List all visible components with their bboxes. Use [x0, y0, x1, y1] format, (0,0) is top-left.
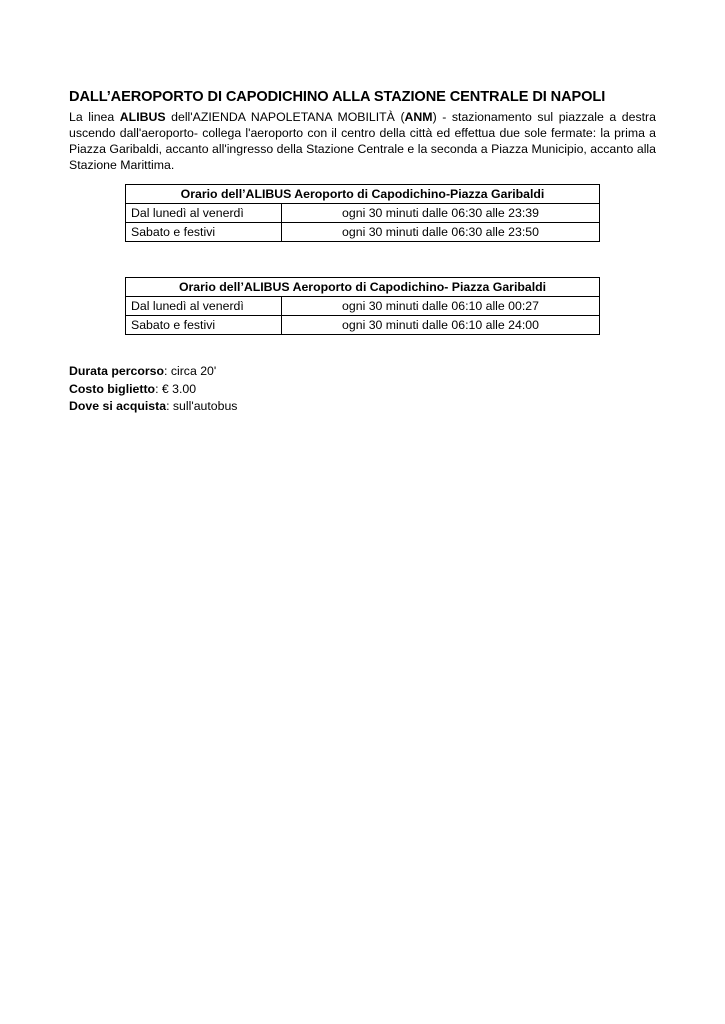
- timetable-2: [125, 277, 600, 335]
- cost-label: Costo biglietto: [69, 381, 156, 396]
- timetable-header-row: [126, 185, 600, 204]
- day-cell: Sabato e festivi: [126, 316, 282, 335]
- intro-text-2: dell'AZIENDA NAPOLETANA MOBILITÀ (: [165, 110, 405, 124]
- timetable-1: [125, 184, 600, 242]
- purchase-line: [69, 398, 237, 416]
- page-title: DALL’AEROPORTO DI CAPODICHINO ALLA STAZIONE CENTRALE DI NAPOLI: [69, 89, 606, 105]
- table-row: [126, 297, 600, 316]
- table-row: [126, 223, 600, 242]
- schedule-cell: ogni 30 minuti dalle 06:10 alle 24:00: [282, 316, 600, 335]
- schedule-cell: ogni 30 minuti dalle 06:10 alle 00:27: [282, 297, 600, 316]
- timetable-header-row: [126, 278, 600, 297]
- schedule-cell: ogni 30 minuti dalle 06:30 alle 23:39: [282, 204, 600, 223]
- day-cell: Dal lunedì al venerdì: [126, 204, 282, 223]
- intro-text-1: La linea: [69, 110, 120, 124]
- purchase-value: : sull'autobus: [166, 399, 238, 413]
- duration-label: Durata percorso: [69, 364, 164, 378]
- purchase-label: Dove si acquista: [69, 399, 167, 413]
- cost-line: [69, 381, 237, 399]
- trip-info: [69, 363, 237, 416]
- intro-text-3: ) - stazionamento sul piazzale a destra uscendo dall'aeroporto- collega l'aeroporto con il centro della città ed effettua due sole fermate: la prima a Piazza Garibaldi, accanto all'ingresso della Stazione Centrale e la seconda a Piazza Municipio, accanto alla Stazione Marittima.: [69, 110, 656, 172]
- company-abbr: ANM: [404, 110, 433, 124]
- table-row: [126, 204, 600, 223]
- day-cell: Dal lunedì al venerdì: [126, 297, 282, 316]
- duration-value: : circa 20': [164, 364, 217, 378]
- table-row: [126, 316, 600, 335]
- schedule-cell: ogni 30 minuti dalle 06:30 alle 23:50: [282, 223, 600, 242]
- timetable-title: Orario dell’ALIBUS Aeroporto di Capodichino-Piazza Garibaldi: [126, 185, 600, 204]
- cost-value: : € 3.00: [155, 381, 197, 396]
- intro-paragraph: [69, 109, 656, 173]
- duration-line: [69, 363, 237, 381]
- timetable-title: Orario dell’ALIBUS Aeroporto di Capodichino- Piazza Garibaldi: [126, 278, 600, 297]
- day-cell: Sabato e festivi: [126, 223, 282, 242]
- line-name: ALIBUS: [119, 110, 166, 124]
